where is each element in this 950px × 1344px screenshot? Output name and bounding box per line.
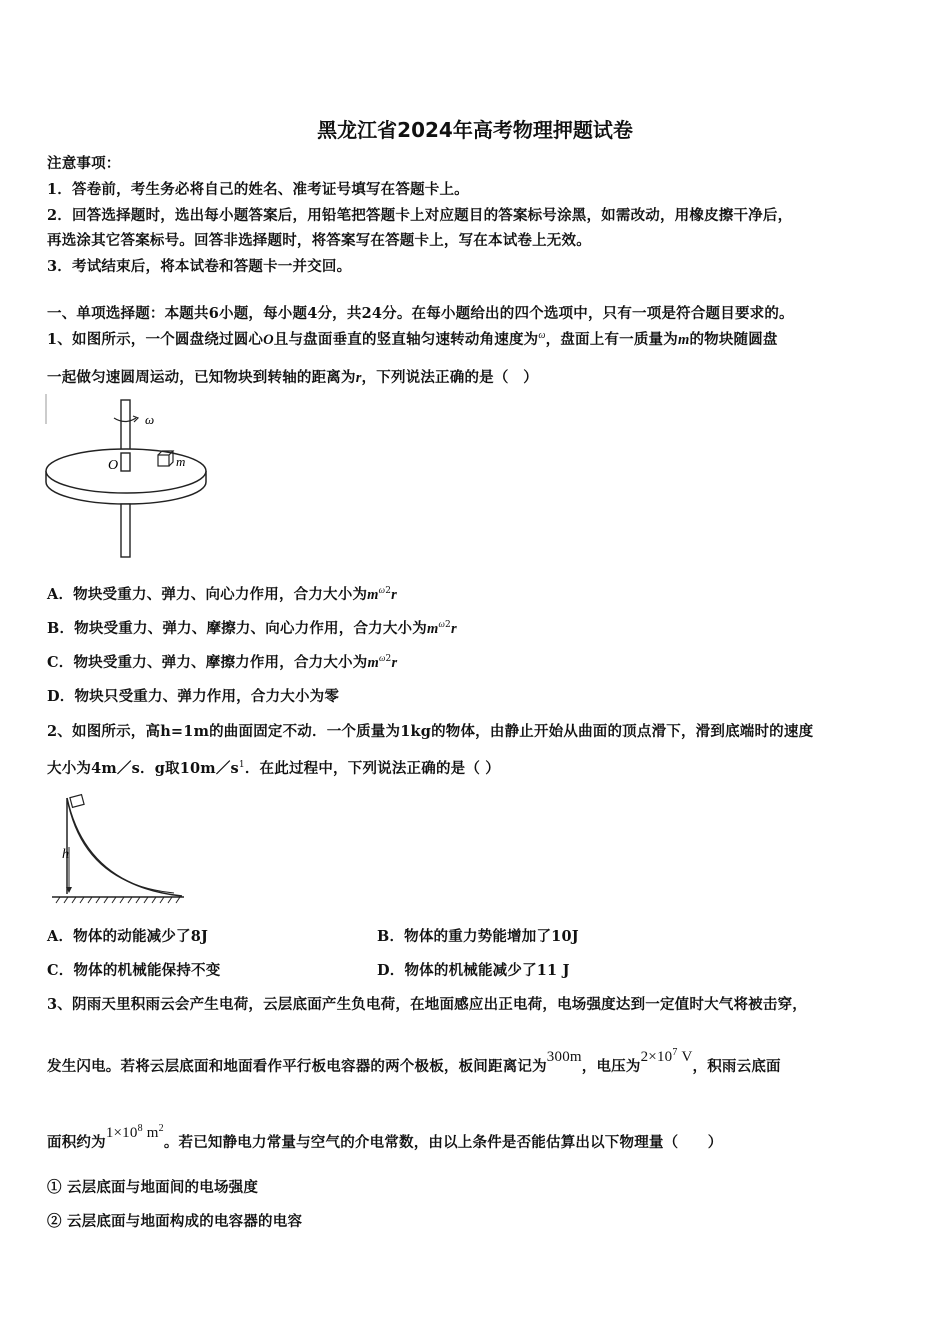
q1-stem-line1: 1、如图所示，一个圆盘绕过圆心O且与盘面垂直的竖直轴匀速转动角速度为$^\omega$，盘面上有一质量为m的物块随圆盘 <box>47 330 778 348</box>
q1-stem-line2: 一起做匀速圆周运动，已知物块到转轴的距离为r，下列说法正确的是（ ） <box>47 369 538 386</box>
q1-option-c: C．物块受重力、弹力、摩擦力作用，合力大小为$m^{\omega 2}r$ <box>47 653 398 671</box>
object-icon <box>70 795 84 808</box>
q1-option-a: A．物块受重力、弹力、向心力作用，合力大小为$m^{\omega 2}r$ <box>47 585 397 603</box>
q3-stem-line1: 3、阴雨天里积雨云会产生电荷，云层底面产生负电荷，在地面感应出正电荷，电场强度达到一定值时大气将被击穿， <box>47 996 807 1013</box>
omega-label: ω <box>145 412 155 427</box>
section-heading: 一、单项选择题：本题共6小题，每小题4分，共24分。在每小题给出的四个选项中，只有一项是符合题目要求的。 <box>47 305 794 322</box>
q2-stem-line2: 大小为4m／s．g取$10m/s^1$．在此过程中，下列说法正确的是（ ） <box>47 760 501 777</box>
height-label: h <box>62 847 69 862</box>
center-label: O <box>108 458 119 473</box>
q2-curve-figure <box>48 790 188 905</box>
q1-option-b: B．物块受重力、弹力、摩擦力、向心力作用，合力大小为$m^{\omega 2}r$ <box>47 619 457 637</box>
page-title: 黑龙江省2024年高考物理押题试卷 <box>317 118 633 142</box>
q1-option-d: D．物块只受重力、弹力作用，合力大小为零 <box>47 688 340 705</box>
notice-item: 再选涂其它答案标号。回答非选择题时，将答案写在答题卡上，写在本试卷上无效。 <box>47 232 591 249</box>
q2-option-b: B．物体的重力势能增加了10J <box>377 928 579 945</box>
notice-item: 2．回答选择题时，选出每小题答案后，用铅笔把答题卡上对应题目的答案标号涂黑，如需改动，用橡皮擦干净后， <box>47 207 793 224</box>
q3-item-1: ① 云层底面与地面间的电场强度 <box>47 1179 259 1196</box>
notice-item: 3．考试结束后，将本试卷和答题卡一并交回。 <box>47 258 352 275</box>
mass-label: m <box>176 454 186 469</box>
q2-option-c: C．物体的机械能保持不变 <box>47 962 221 979</box>
notice-item: 1．答卷前，考生务必将自己的姓名、准考证号填写在答题卡上。 <box>47 181 469 198</box>
q2-option-a: A．物体的动能减少了8J <box>47 928 209 945</box>
q2-option-d: D．物体的机械能减少了11 J <box>377 962 570 979</box>
q3-stem-line3: 面积约为$1\times 10^8$ $m^2$。若已知静电力常量与空气的介电常数，由以上条件是否能估算出以下物理量（ ） <box>47 1123 723 1151</box>
notice-heading: 注意事项： <box>47 155 121 172</box>
q3-stem-line2: 发生闪电。若将云层底面和地面看作平行板电容器的两个极板，板间距离记为300m，电压为$2\times 10^7$ V，积雨云底面 <box>47 1047 781 1075</box>
q3-item-2: ② 云层底面与地面构成的电容器的电容 <box>47 1213 303 1230</box>
q2-stem-line1: 2、如图所示，高h=1m的曲面固定不动．一个质量为1kg的物体，由静止开始从曲面的顶点滑下，滑到底端时的速度 <box>47 723 814 740</box>
q1-disc-figure <box>44 394 214 559</box>
